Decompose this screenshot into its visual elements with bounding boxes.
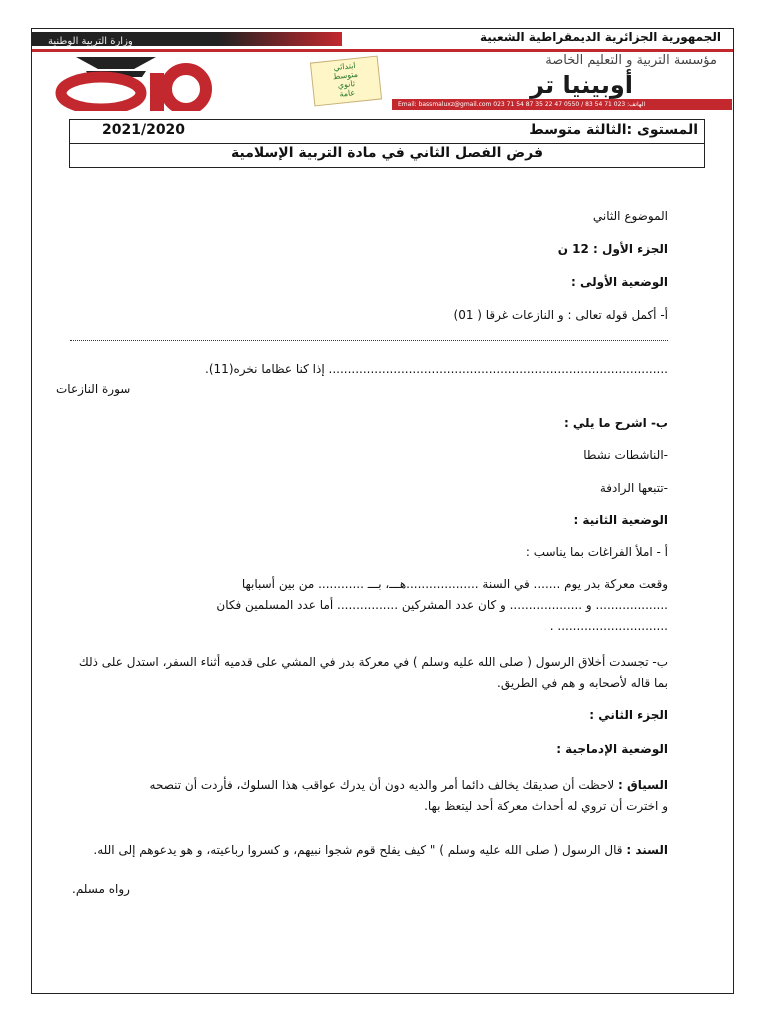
context-line bbox=[68, 775, 668, 796]
context-label: السياق : bbox=[618, 778, 668, 792]
question-line: بما قاله لأصحابه و هم في الطريق. bbox=[497, 676, 668, 690]
level-label: المستوى :الثالثة متوسط bbox=[529, 122, 698, 138]
answer-dotted-line bbox=[70, 340, 668, 341]
levels-sticker bbox=[310, 56, 382, 107]
ministry-name: وزارة التربية الوطنية bbox=[48, 36, 133, 47]
part2-title: الجزء الثاني : bbox=[589, 708, 668, 722]
support-text: قال الرسول ( صلى الله عليه وسلم ) " كيف يفلح قوم شجوا نبيهم، و كسروا رباعيته، و هو يدعوهم إلى الله. bbox=[93, 843, 623, 857]
part1-title: الجزء الأول : 12 ن bbox=[557, 242, 668, 256]
context-text: لاحظت أن صديقك يخالف دائما أمر والديه دون أن يدرك عواقب هذا السلوك، فأردت أن تنصحه bbox=[149, 778, 615, 792]
ministry-band bbox=[32, 32, 342, 46]
brand-name: أوبينيا تر bbox=[530, 71, 633, 99]
red-stripe bbox=[32, 49, 733, 52]
situation1-title: الوضعية الأولى : bbox=[571, 275, 668, 289]
school-year: 2021/2020 bbox=[102, 122, 186, 138]
fill-intro: أ - املأ الفراغات بما يناسب : bbox=[525, 545, 668, 559]
support-label: السند : bbox=[626, 843, 668, 857]
institution-name: مؤسسة التربية و التعليم الخاصة bbox=[545, 53, 717, 68]
sticker-line: ثانوي bbox=[337, 79, 356, 90]
question-a: أ- أكمل قوله تعالى : و النازعات غرقا ( 01) bbox=[453, 308, 668, 322]
situation2-title: الوضعية الثانية : bbox=[573, 513, 668, 527]
fill-line: ................... و ................... و كان عدد المشركين ................ أما عدد المسلمين فكان bbox=[216, 598, 668, 612]
question-line: ب- تجسدت أخلاق الرسول ( صلى الله عليه وسلم ) في معركة بدر في المشي على قدميه أثناء السفر، استدل على ذلك bbox=[78, 655, 668, 669]
support-block bbox=[68, 840, 668, 861]
surah-name: سورة النازعات bbox=[56, 382, 131, 396]
info-row bbox=[70, 120, 704, 144]
exam-title: فرض الفصل الثاني في مادة التربية الإسلامية bbox=[231, 145, 543, 161]
op-logo-icon bbox=[46, 53, 226, 111]
fill-blanks-block bbox=[75, 574, 668, 637]
topic-label: الموضوع الثاني bbox=[592, 209, 668, 223]
fill-line: ............................. . bbox=[549, 619, 668, 633]
contact-bar: Email: bassmaluxz@gmail.com 023 71 54 87 الهاتف: 023 71 54 83 / 0550 47 22 35 bbox=[392, 99, 732, 110]
context-block bbox=[68, 775, 668, 817]
republic-name: الجمهورية الجزائرية الديمقراطية الشعبية bbox=[479, 30, 721, 44]
header-banner bbox=[32, 29, 733, 111]
explain-word-2: -تتبعها الرادفة bbox=[599, 481, 668, 495]
sticker-line: متوسط bbox=[332, 69, 359, 82]
verse-end: ......................................................................................... إذا كنا عظاما نخره(11). bbox=[205, 362, 668, 376]
sticker-line: ابتدائي bbox=[332, 60, 356, 73]
sticker-line: عامة bbox=[338, 88, 356, 99]
context-line: و اخترت أن تروي له أحداث معركة أحد ليتعظ بها. bbox=[424, 799, 668, 813]
question-b2 bbox=[75, 652, 668, 694]
explain-word-1: -الناشطات نشطا bbox=[583, 448, 668, 462]
integrative-title: الوضعية الإدماجية : bbox=[556, 742, 668, 756]
fill-line: وقعت معركة بدر يوم ....... في السنة ...................هـــ، بـــ ............ من بين أسبابها bbox=[241, 577, 668, 591]
question-b: ب- اشرح ما يلي : bbox=[563, 416, 668, 430]
narrated-by: رواه مسلم. bbox=[72, 882, 130, 896]
top-bar bbox=[32, 29, 733, 49]
info-table bbox=[69, 119, 705, 168]
